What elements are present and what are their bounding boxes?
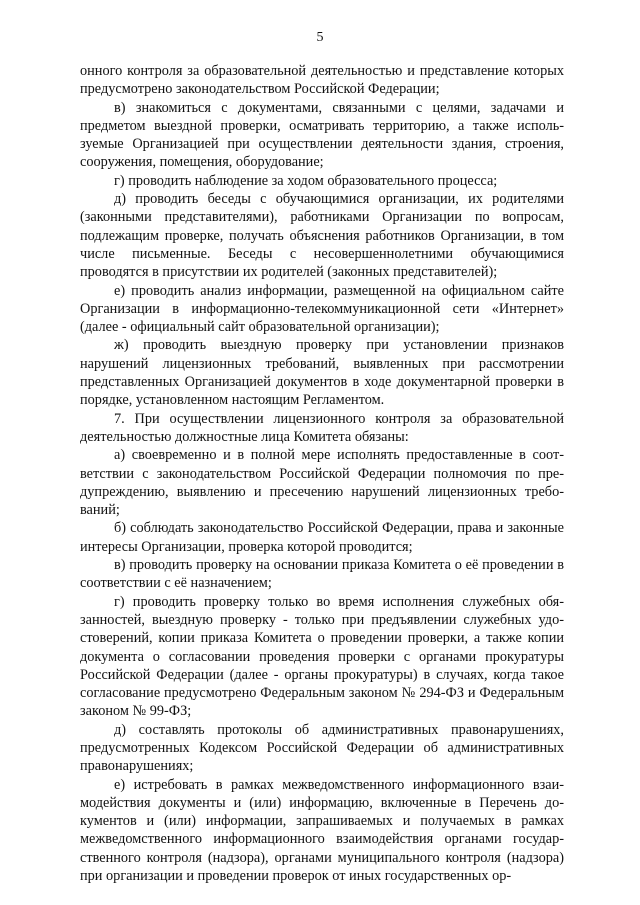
paragraph-item-b-observe-law: б) соблюдать законодательство Российской Федерации, права и законные интересы Организации, проверка которой проводится; <box>80 520 564 555</box>
document-body <box>80 62 564 885</box>
paragraph-item-g-inspect-on-duty: г) проводить проверку только во время исполнения служебных обязанностей, выездную проверку - только при предъявлении служебных удостоверений, копии приказа Комитета о проведении проверки, а также копии документа о согласовании проведения проверки с органами прокуратуры Российской Федерации (далее - органы прокуратуры) в случаях, когда такое согласование предусмотрено Федеральным законом № 294-ФЗ и Федеральным законом № 99-ФЗ; <box>80 593 564 720</box>
paragraph-item-e-analyze-website: е) проводить анализ информации, размещенной на официальном сайте Организации в информационно-телекоммуникационной сети «Интернет» (далее - официальный сайт образовательной организации); <box>80 282 564 336</box>
page-number: 5 <box>316 30 324 45</box>
paragraph-item-g-observe-process: г) проводить наблюдение за ходом образовательного процесса; <box>114 172 498 189</box>
paragraph-item-d-draw-up-protocols: д) составлять протоколы об административных правонарушениях, предусмотренных Кодексом Российской Федерации об административных правонарушениях; <box>80 721 564 775</box>
paragraph-item-v-examine-documents: в) знакомиться с документами, связанными с целями, задачами и предметом выездной проверки, осматривать территорию, а также используемые Организацией при осуществлении деятельности здания, строения, сооружения, помещения, оборудование; <box>80 99 564 171</box>
paragraph-item-v-inspect-by-order: в) проводить проверку на основании приказа Комитета о её проведении в соответствии с её назначением; <box>80 557 564 592</box>
paragraph-item-zh-onsite-inspection: ж) проводить выездную проверку при установлении признаков нарушений лицензионных требований, выявленных при рассмотрении представленных Организацией документов в ходе документарной проверки в порядке, установленном настоящим Регламентом. <box>80 337 564 409</box>
paragraph-section-7-obligations: 7. При осуществлении лицензионного контроля за образовательной деятельностью должностные лица Комитета обязаны: <box>80 410 564 445</box>
paragraph-item-d-conduct-interviews: д) проводить беседы с обучающимися организации, их родителями (законными представителями), работниками Организации по вопросам, подлежащим проверке, получать объяснения работников Организации, в том числе письменные. Беседы с несовершеннолетними обучающимися проводятся в присутствии их родителей (законных представителей); <box>80 191 564 281</box>
paragraph-continuation: онного контроля за образовательной деятельностью и представление которых предусмотрено законодательством Российской Федерации; <box>80 63 564 98</box>
paragraph-item-a-exercise-powers: а) своевременно и в полной мере исполнять предоставленные в соответствии с законодательством Российской Федерации полномочия по предупреждению, выявлению и пресечению нарушений лицензионных требований; <box>80 447 564 519</box>
paragraph-item-e-request-documents: е) истребовать в рамках межведомственного информационного взаимодействия документы и (или) информацию, включенные в Перечень документов и (или) информации, запрашиваемых и получаемых в рамках межведомственного информационного взаимодействия органами государственного контроля (надзора), органами муниципального контроля (надзора) при организации и проведении проверок от иных государственных ор- <box>80 776 564 885</box>
